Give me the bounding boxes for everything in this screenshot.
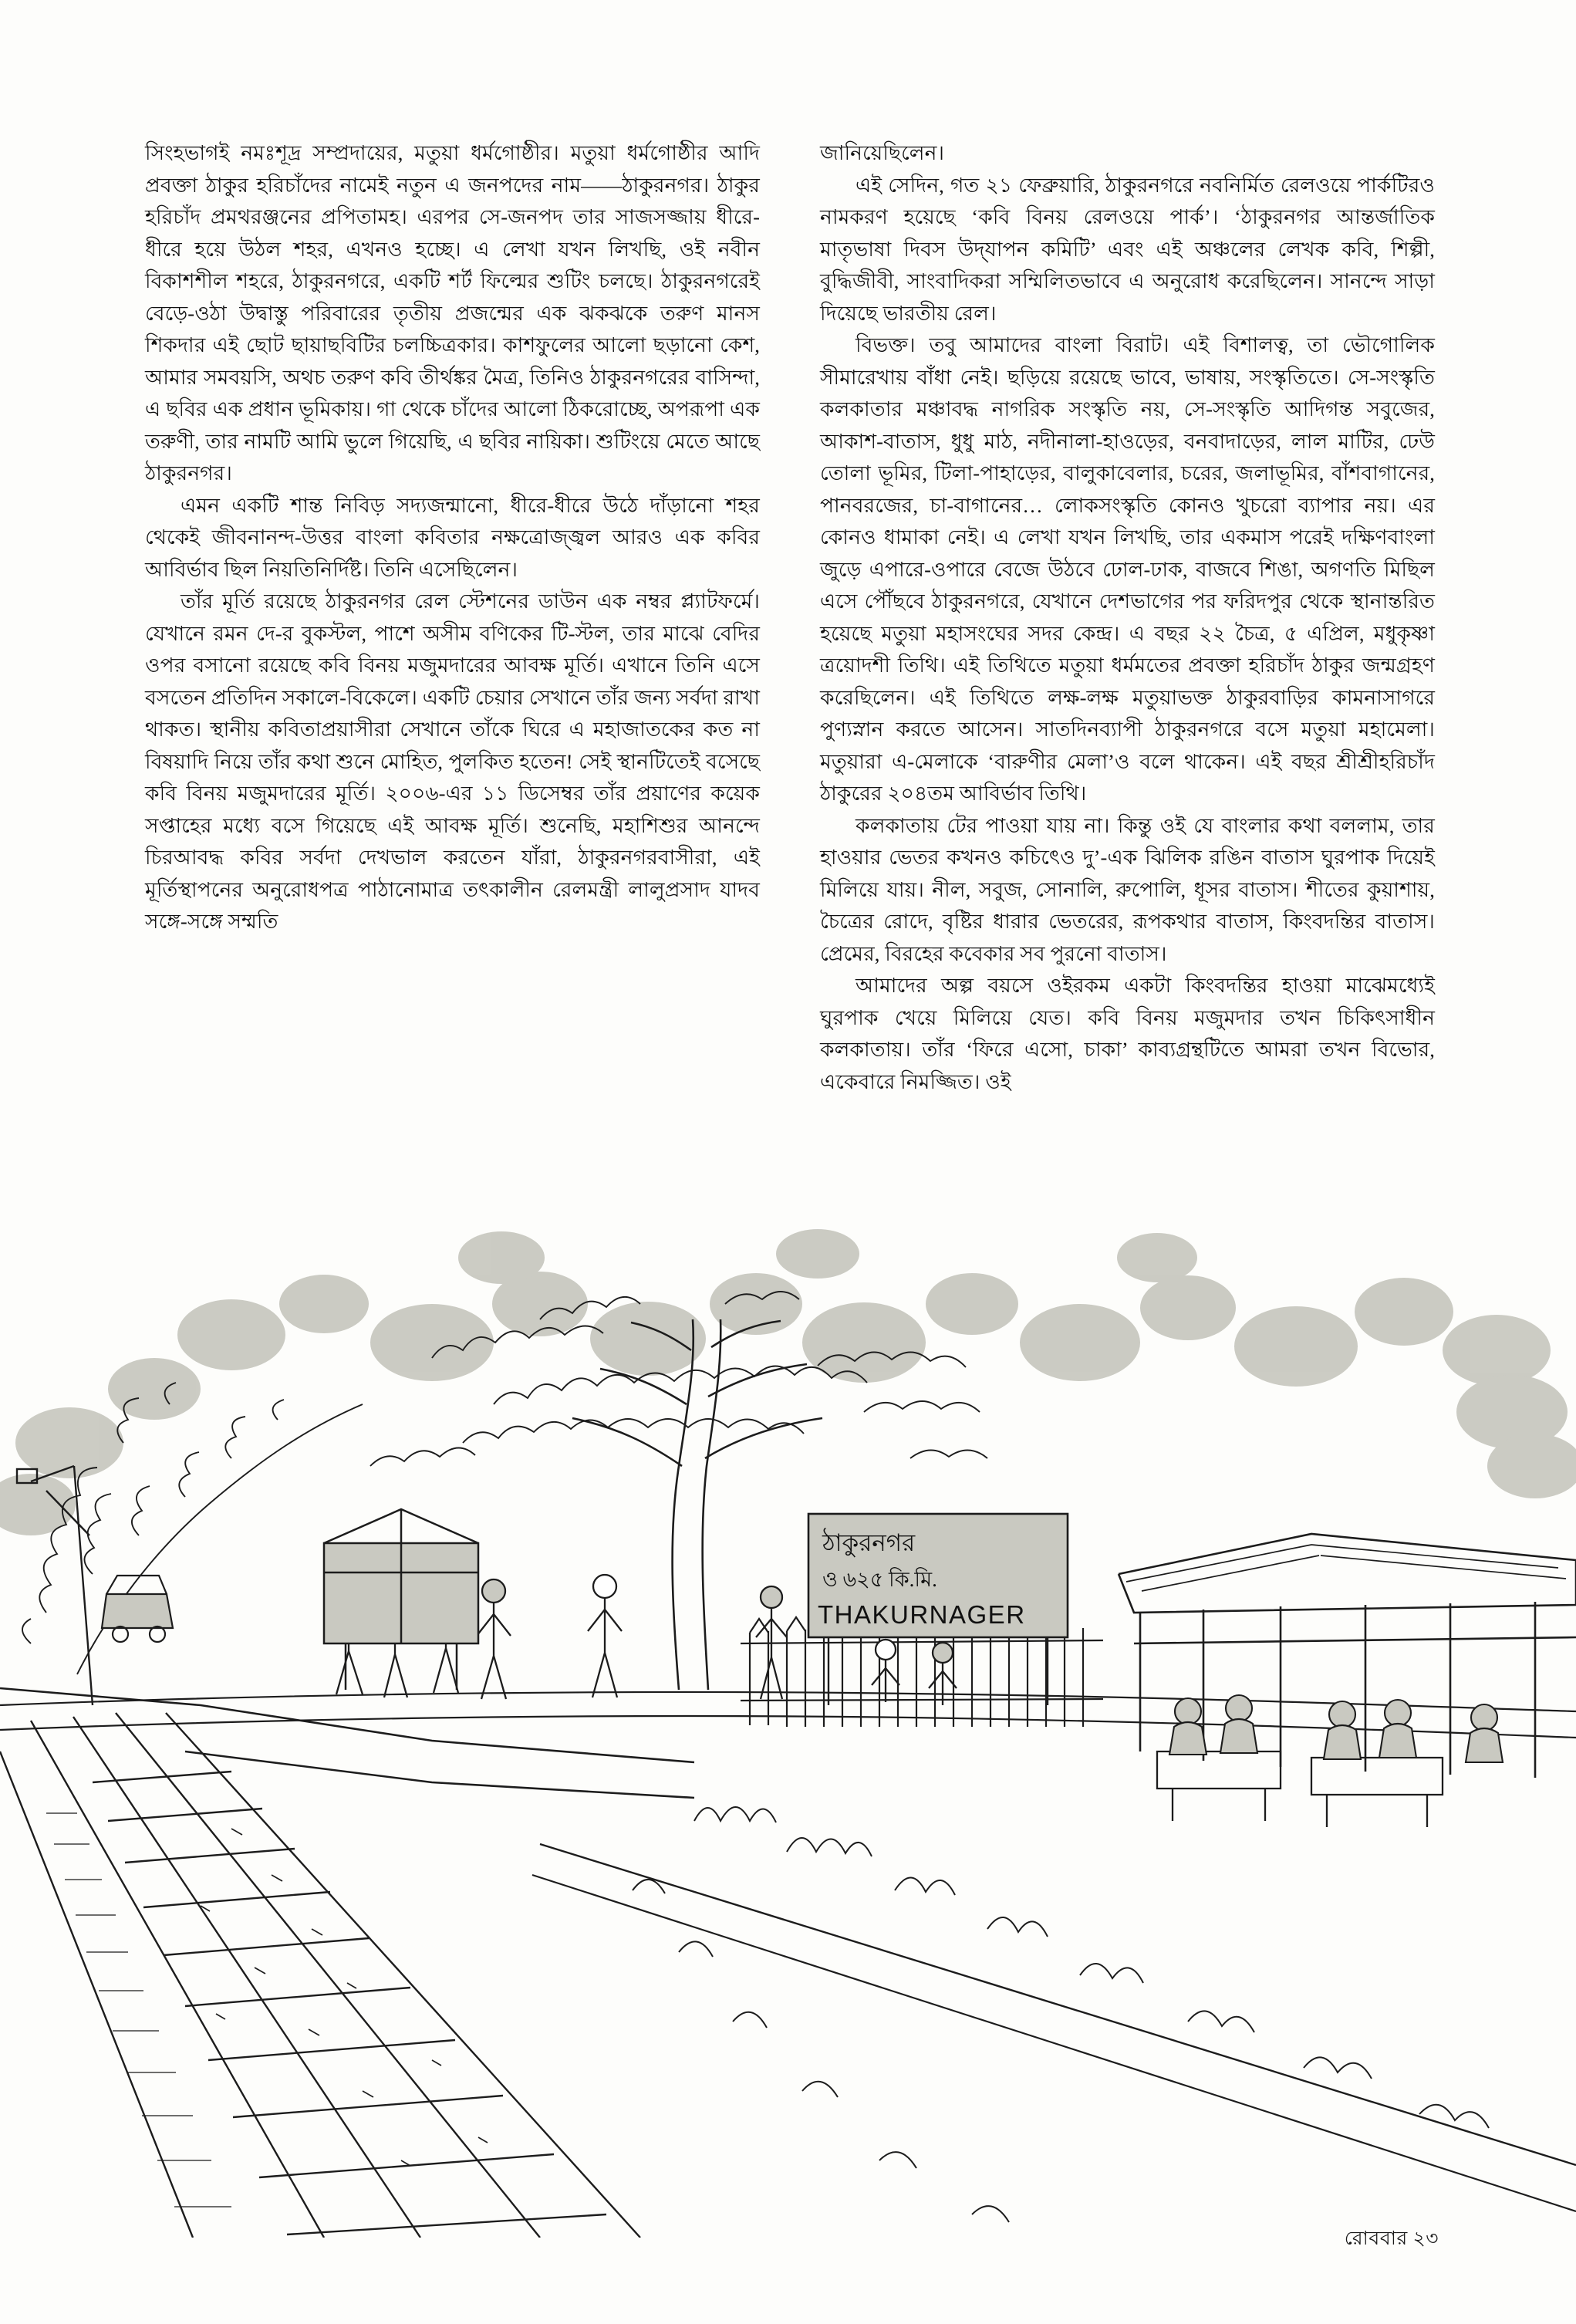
foreground-grass (532, 1807, 1576, 2222)
paragraph: তাঁর মূর্তি রয়েছে ঠাকুরনগর রেল স্টেশনের ডাউন এক নম্বর প্ল্যাটফর্মে। যেখানে রমন দে-র বুকস্টল, পাশে অসীম বণিকের টি-স্টল, তার মাঝে বেদির ওপর বসানো রয়েছে কবি বিনয় মজুমদারের আবক্ষ মূর্তি। এখানে তিনি এসে বসতেন প্রতিদিন সকালে-বিকেলে। একটি চেয়ার সেখানে তাঁর জন্য সর্বদা রাখা থাকত। স্থানীয় কবিতাপ্রয়াসীরা সেখানে তাঁকে ঘিরে এ মহাজাতকের কত না বিষয়াদি নিয়ে তাঁর কথা শুনে মোহিত, পুলকিত হতেন! সেই স্থানটিতেই বসেছে কবি বিনয় মজুমদারের মূর্তি। ২০০৬-এর ১১ ডিসেম্বর তাঁর প্রয়াণের কয়েক সপ্তাহের মধ্যে বসে গিয়েছে এই আবক্ষ মূর্তি। শুনেছি, মহাশিশুর আনন্দে চিরআবদ্ধ কবির সর্বদা দেখভাল করতেন যাঁরা, ঠাকুরনগরবাসীরা, এই মূর্তিস্থাপনের অনুরোধপত্র পাঠানোমাত্র তৎকালীন রেলমন্ত্রী লালুপ্রসাদ যাদব সঙ্গে-সঙ্গে সম্মতি (145, 589, 760, 933)
paragraph: এমন একটি শান্ত নিবিড় সদ্যজন্মানো, ধীরে-ধীরে উঠে দাঁড়ানো শহর থেকেই জীবনানন্দ-উত্তর বাংলা কবিতার নক্ষত্রোজ্জ্বল আরও এক কবির আবির্ভাব ছিল নিয়তিনির্দিষ্ট। তিনি এসেছিলেন। (145, 493, 760, 581)
signboard-line-3: THAKURNAGER (818, 1600, 1026, 1629)
signboard-line-2: ও ৬২৫ কি.মি. (822, 1568, 937, 1591)
paragraph: সিংহভাগই নমঃশূদ্র সম্প্রদায়ের, মতুয়া ধর্মগোষ্ঠীর। মতুয়া ধর্মগোষ্ঠীর আদি প্রবক্তা ঠাকুর হরিচাঁদের নামেই নতুন এ জনপদের নাম——ঠাকুরনগর। ঠাকুর হরিচাঁদ প্রমথরঞ্জনের প্রপিতামহ। এরপর সে-জনপদ তার সাজসজ্জায় ধীরে-ধীরে হয়ে উঠল শহর, এখনও হচ্ছে। এ লেখা যখন লিখছি, ওই নবীন বিকাশশীল শহরে, ঠাকুরনগরে, একটি শর্ট ফিল্মের শুটিং চলছে। ঠাকুরনগরেই বেড়ে-ওঠা উদ্বাস্তু পরিবারের তৃতীয় প্রজন্মের এক ঝকঝকে তরুণ মানস শিকদার এই ছোট ছায়াছবিটির চলচ্চিত্রকার। কাশফুলের আলো ছড়ানো কেশ, আমার সমবয়সি, অথচ তরুণ কবি তীর্থঙ্কর মৈত্র, তিনিও ঠাকুরনগরের বাসিন্দা, এ ছবির এক প্রধান ভূমিকায়। গা থেকে চাঁদের আলো ঠিকরোচ্ছে, অপরূপা এক তরুণী, তার নামটি আমি ভুলে গিয়েছি, এ ছবির নায়িকা। শুটিংয়ে মেতে আছে ঠাকুরনগর। (145, 141, 760, 485)
right-column (820, 137, 1435, 1098)
page-folio: রোববার ২৩ (1344, 2228, 1439, 2249)
paragraph: বিভক্ত। তবু আমাদের বাংলা বিরাট। এই বিশালত্ব, তা ভৌগোলিক সীমারেখায় বাঁধা নেই। ছড়িয়ে রয়েছে ভাবে, ভাষায়, সংস্কৃতিতে। সে-সংস্কৃতি কলকাতার মঞ্চাবদ্ধ নাগরিক সংস্কৃতি নয়, সে-সংস্কৃতি আদিগন্ত সবুজের, আকাশ-বাতাস, ধুধু মাঠ, নদীনালা-হাওড়ের, বনবাদাড়ের, লাল মাটির, ঢেউ তোলা ভূমির, টিলা-পাহাড়ের, বালুকাবেলার, চরের, জলাভূমির, বাঁশবাগানের, পানবরজের, চা-বাগানের… লোকসংস্কৃতি কোনও খুচরো ব্যাপার নয়। এর কোনও ধামাকা নেই। এ লেখা যখন লিখছি, তার একমাস পরেই দক্ষিণবাংলা জুড়ে এপারে-ওপারে বেজে উঠবে ঢোল-ঢাক, বাজবে শিঙা, অগণতি মিছিল এসে পৌঁছবে ঠাকুরনগরে, যেখানে দেশভাগের পর ফরিদপুর থেকে স্থানান্তরিত হয়েছে মতুয়া মহাসংঘের সদর কেন্দ্র। এ বছর ২২ চৈত্র, ৫ এপ্রিল, মধুকৃষ্ণা ত্রয়োদশী তিথি। এই তিথিতে মতুয়া ধর্মমতের প্রবক্তা হরিচাঁদ ঠাকুর জন্মগ্রহণ করেছিলেন। এই তিথিতে লক্ষ-লক্ষ মতুয়াভক্ত ঠাকুরবাড়ির কামনাসাগরে পুণ্যস্নান করতে আসেন। সাতদিনব্যাপী ঠাকুরনগরে বসে মতুয়া মহামেলা। মতুয়ারা এ-মেলাকে ‘বারুণীর মেলা’ও বলে থাকেন। এই বছর শ্রীশ্রীহরিচাঁদ ঠাকুরের ২০৪তম আবির্ভাব তিথি। (820, 333, 1435, 805)
left-column (145, 137, 760, 1098)
illustration (0, 1211, 1576, 2238)
railway-tracks (0, 1713, 640, 2238)
platform-benches (1157, 1751, 1443, 1827)
trackbed-hatching (46, 1813, 231, 2207)
paragraph: আমাদের অল্প বয়সে ওইরকম একটা কিংবদন্তির হাওয়া মাঝেমধ্যেই ঘুরপাক খেয়ে মিলিয়ে যেত। কবি বিনয় মজুমদার তখন চিকিৎসাধীন কলকাতায়। তাঁর ‘ফিরে এসো, চাকা’ কাব্যগ্রন্থটিতে আমরা তখন বিভোর, একেবারে নিমজ্জিত। ওই (820, 974, 1435, 1093)
station-sketch-svg (0, 1211, 1576, 2238)
article-body (145, 137, 1435, 1098)
paragraph: এই সেদিন, গত ২১ ফেব্রুয়ারি, ঠাকুরনগরে নবনির্মিত রেলওয়ে পার্কটিরও নামকরণ হয়েছে ‘কবি বিনয় রেলওয়ে পার্ক’। ‘ঠাকুরনগর আন্তর্জাতিক মাতৃভাষা দিবস উদ্‌যাপন কমিটি’ এবং এই অঞ্চলের লেখক কবি, শিল্পী, বুদ্ধিজীবী, সাংবাদিকরা সম্মিলিতভাবে এ অনুরোধ করেছিলেন। সানন্দে সাড়া দিয়েছে ভারতীয় রেল। (820, 173, 1435, 325)
paragraph: জানিয়েছিলেন। (820, 141, 945, 164)
signboard-line-1: ঠাকুরনগর (822, 1529, 916, 1556)
bookstall-kiosk (324, 1509, 478, 1690)
paragraph: কলকাতায় টের পাওয়া যায় না। কিন্তু ওই যে বাংলার কথা বললাম, তার হাওয়ার ভেতর কখনও কচিৎেও দু’-এক ঝিলিক রঙিন বাতাস ঘুরপাক দিয়েই মিলিয়ে যায়। নীল, সবুজ, সোনালি, রুপোলি, ধূসর বাতাস। শীতের কুয়াশায়, চৈত্রের রোদে, বৃষ্টির ধারার ভেতরের, রূপকথার বাতাস, কিংবদন্তির বাতাস। প্রেমের, বিরহের কবেকার সব পুরনো বাতাস। (820, 813, 1435, 965)
wash-foliage (0, 1229, 1576, 1535)
distant-vehicle (102, 1576, 173, 1642)
